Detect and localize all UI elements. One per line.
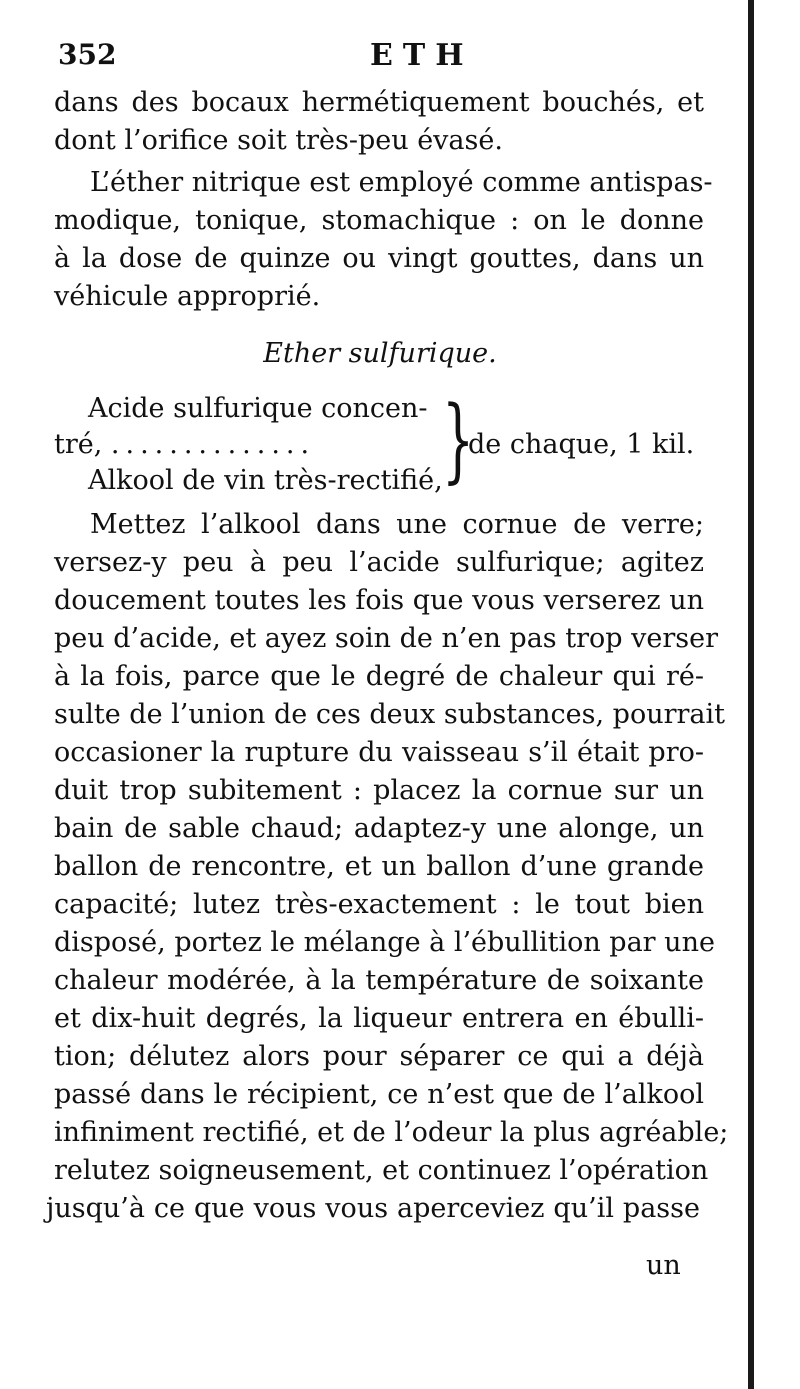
text-line: capacité; lutez très-exactement : le tout bien [54, 889, 704, 920]
section-title: Ether sulfurique. [263, 338, 497, 369]
text-line: disposé, portez le mélange à l’ébullition par une [54, 927, 715, 958]
recipe-block [54, 386, 714, 500]
recipe-ingredient: Alkool de vin très-rectifié, [88, 465, 443, 496]
text-line: sulte de l’union de ces deux substances, pourrait [54, 699, 726, 730]
dot-leaders: .............. [110, 429, 316, 460]
text-line: L’éther nitrique est employé comme antispas- [90, 167, 713, 198]
text-line: ballon de rencontre, et un ballon d’une grande [54, 851, 704, 882]
recipe-ingredient-continued [54, 428, 315, 462]
text-line: modique, tonique, stomachique : on le donne [54, 205, 704, 236]
page-number: 352 [58, 38, 117, 71]
text-line: duit trop subitement : placez la cornue sur un [54, 775, 704, 806]
curly-brace: } [442, 386, 475, 493]
page-header [40, 38, 720, 84]
text-line: infiniment rectifié, et de l’odeur la plus agréable; [54, 1117, 729, 1148]
text-line: Mettez l’alkool dans une cornue de verre; [90, 509, 704, 540]
text-line: doucement toutes les fois que vous verserez un [54, 585, 704, 616]
text-line: bain de sable chaud; adaptez-y une alonge, un [54, 813, 704, 844]
page-gutter-edge [748, 0, 754, 1389]
text-line: dont l’orifice soit très-peu évasé. [54, 125, 503, 156]
text-line: peu d’acide, et ayez soin de n’en pas trop verser [54, 623, 718, 654]
text-line: tion; délutez alors pour séparer ce qui a déjà [54, 1041, 704, 1072]
text-line: à la dose de quinze ou vingt gouttes, dans un [54, 243, 704, 274]
catchword: un [646, 1250, 681, 1281]
text-line: et dix-huit degrés, la liqueur entrera en ébulli- [54, 1003, 704, 1034]
text-line: véhicule approprié. [54, 281, 321, 312]
text-line: versez-y peu à peu l’acide sulfurique; agitez [54, 547, 704, 578]
running-head: ETH [370, 38, 474, 73]
text-line: chaleur modérée, à la température de soixante [54, 965, 704, 996]
text-line: jusqu’à ce que vous vous aperceviez qu’il passe [46, 1193, 700, 1224]
text-line: relutez soigneusement, et continuez l’opération [54, 1155, 709, 1186]
recipe-ingredient-end: tré, [54, 429, 103, 460]
text-line: à la fois, parce que le degré de chaleur qui ré- [54, 661, 704, 692]
text-line: occasioner la rupture du vaisseau s’il était pro- [54, 737, 704, 768]
recipe-quantity: de chaque, 1 kil. [468, 429, 695, 460]
text-line: dans des bocaux hermétiquement bouchés, et [54, 87, 704, 118]
recipe-ingredient: Acide sulfurique concen- [88, 393, 428, 424]
text-line: passé dans le récipient, ce n’est que de l’alkool [54, 1079, 704, 1110]
